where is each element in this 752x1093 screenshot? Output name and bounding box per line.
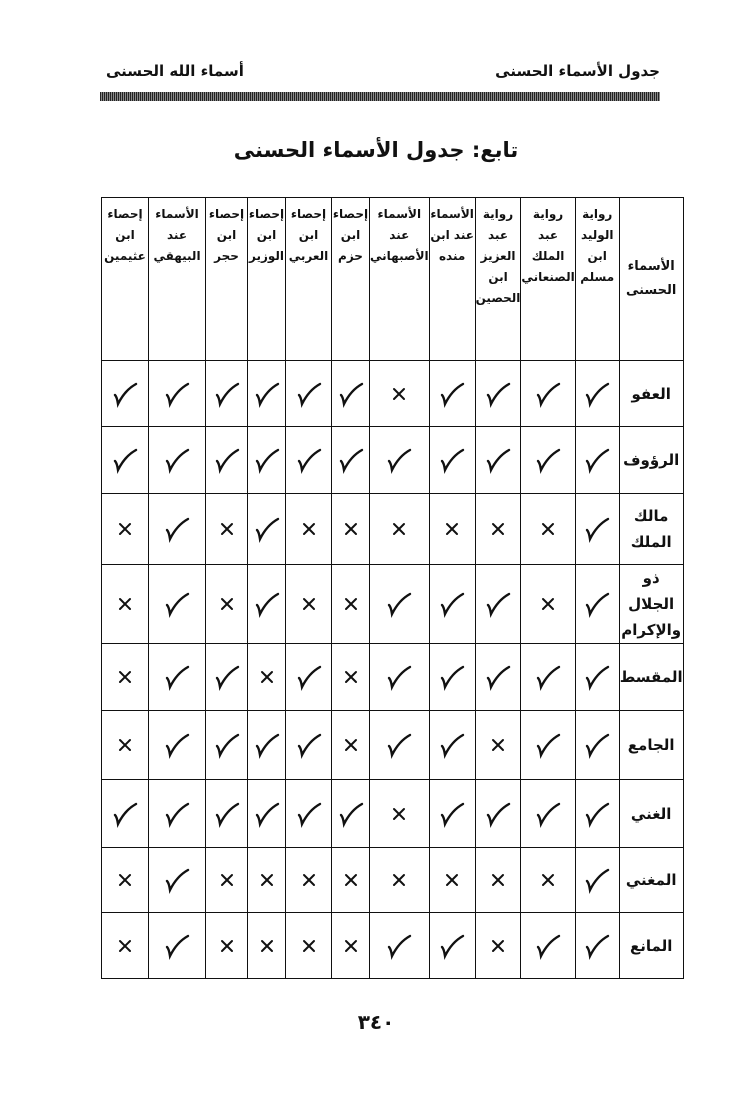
column-header: رواية عبد العزيز ابن الحصين bbox=[475, 198, 521, 361]
check-mark-icon bbox=[295, 446, 323, 474]
check-mark-icon bbox=[583, 663, 611, 691]
check-mark-icon bbox=[385, 663, 413, 691]
check-mark-icon bbox=[534, 663, 562, 691]
names-table bbox=[101, 197, 684, 979]
check-cell bbox=[429, 361, 475, 427]
cross-mark-icon bbox=[111, 515, 139, 543]
cross-cell bbox=[286, 565, 332, 644]
check-mark-icon bbox=[163, 800, 191, 828]
check-cell bbox=[521, 361, 575, 427]
check-cell bbox=[370, 565, 430, 644]
cross-cell bbox=[248, 913, 286, 979]
check-cell bbox=[149, 361, 206, 427]
check-mark-icon bbox=[111, 800, 139, 828]
page-title: تابع: جدول الأسماء الحسنى bbox=[233, 138, 519, 162]
table-header-row bbox=[102, 198, 684, 361]
check-cell bbox=[248, 780, 286, 848]
check-mark-icon bbox=[163, 932, 191, 960]
row-name: الرؤوف bbox=[619, 427, 683, 494]
check-mark-icon bbox=[253, 590, 281, 618]
check-mark-icon bbox=[253, 446, 281, 474]
check-mark-icon bbox=[163, 590, 191, 618]
cross-mark-icon bbox=[534, 866, 562, 894]
cross-cell bbox=[429, 494, 475, 565]
cross-mark-icon bbox=[337, 731, 365, 759]
cross-mark-icon bbox=[111, 866, 139, 894]
names-column-header: الأسماء الحسنى bbox=[619, 198, 683, 361]
row-name: ذو الجلال والإكرام bbox=[619, 565, 683, 644]
check-cell bbox=[429, 913, 475, 979]
cross-mark-icon bbox=[253, 932, 281, 960]
cross-cell bbox=[206, 848, 248, 913]
cross-mark-icon bbox=[213, 515, 241, 543]
check-mark-icon bbox=[534, 446, 562, 474]
check-cell bbox=[429, 711, 475, 780]
row-name: المقسط bbox=[619, 644, 683, 711]
cross-cell bbox=[286, 848, 332, 913]
cross-mark-icon bbox=[438, 515, 466, 543]
check-cell bbox=[248, 711, 286, 780]
check-mark-icon bbox=[213, 800, 241, 828]
check-mark-icon bbox=[163, 446, 191, 474]
column-header: رواية الوليد ابن مسلم bbox=[575, 198, 619, 361]
table-row bbox=[102, 848, 684, 913]
check-cell bbox=[248, 565, 286, 644]
check-cell bbox=[286, 711, 332, 780]
check-mark-icon bbox=[583, 866, 611, 894]
cross-mark-icon bbox=[253, 866, 281, 894]
cross-cell bbox=[521, 848, 575, 913]
check-cell bbox=[575, 427, 619, 494]
table-row bbox=[102, 494, 684, 565]
check-mark-icon bbox=[534, 731, 562, 759]
check-mark-icon bbox=[253, 380, 281, 408]
cross-mark-icon bbox=[484, 515, 512, 543]
cross-cell bbox=[429, 848, 475, 913]
row-name: العفو bbox=[619, 361, 683, 427]
check-mark-icon bbox=[253, 731, 281, 759]
check-cell bbox=[286, 644, 332, 711]
cross-cell bbox=[102, 711, 149, 780]
table-row bbox=[102, 427, 684, 494]
check-mark-icon bbox=[484, 800, 512, 828]
check-cell bbox=[521, 427, 575, 494]
check-cell bbox=[429, 427, 475, 494]
cross-mark-icon bbox=[534, 515, 562, 543]
cross-cell bbox=[475, 848, 521, 913]
check-mark-icon bbox=[583, 380, 611, 408]
row-name: الغني bbox=[619, 780, 683, 848]
check-cell bbox=[575, 565, 619, 644]
cross-mark-icon bbox=[295, 515, 323, 543]
check-mark-icon bbox=[484, 663, 512, 691]
column-header: الأسماء عند البيهقي bbox=[149, 198, 206, 361]
check-mark-icon bbox=[111, 446, 139, 474]
row-name: المغني bbox=[619, 848, 683, 913]
check-cell bbox=[475, 565, 521, 644]
cross-mark-icon bbox=[337, 515, 365, 543]
cross-cell bbox=[475, 711, 521, 780]
check-cell bbox=[475, 427, 521, 494]
cross-mark-icon bbox=[213, 590, 241, 618]
cross-cell bbox=[206, 494, 248, 565]
cross-mark-icon bbox=[337, 590, 365, 618]
check-mark-icon bbox=[583, 800, 611, 828]
table-row bbox=[102, 711, 684, 780]
cross-cell bbox=[286, 913, 332, 979]
table-row bbox=[102, 780, 684, 848]
cross-cell bbox=[102, 644, 149, 711]
check-cell bbox=[575, 361, 619, 427]
check-cell bbox=[370, 427, 430, 494]
check-mark-icon bbox=[385, 932, 413, 960]
cross-cell bbox=[332, 494, 370, 565]
cross-cell bbox=[475, 494, 521, 565]
check-cell bbox=[102, 427, 149, 494]
check-cell bbox=[370, 644, 430, 711]
check-cell bbox=[286, 780, 332, 848]
cross-mark-icon bbox=[295, 866, 323, 894]
check-mark-icon bbox=[213, 663, 241, 691]
check-mark-icon bbox=[438, 380, 466, 408]
cross-mark-icon bbox=[484, 866, 512, 894]
check-mark-icon bbox=[295, 663, 323, 691]
check-mark-icon bbox=[163, 380, 191, 408]
check-mark-icon bbox=[583, 731, 611, 759]
check-cell bbox=[475, 780, 521, 848]
check-cell bbox=[332, 780, 370, 848]
check-mark-icon bbox=[583, 515, 611, 543]
check-mark-icon bbox=[484, 446, 512, 474]
check-mark-icon bbox=[385, 590, 413, 618]
column-header: الأسماء عند الأصبهاني bbox=[370, 198, 430, 361]
cross-mark-icon bbox=[484, 932, 512, 960]
check-cell bbox=[149, 427, 206, 494]
cross-mark-icon bbox=[534, 590, 562, 618]
check-mark-icon bbox=[534, 932, 562, 960]
cross-mark-icon bbox=[438, 866, 466, 894]
column-header: إحصاء ابن الوزير bbox=[248, 198, 286, 361]
cross-cell bbox=[370, 361, 430, 427]
cross-cell bbox=[248, 848, 286, 913]
check-mark-icon bbox=[484, 380, 512, 408]
check-cell bbox=[475, 361, 521, 427]
check-mark-icon bbox=[295, 800, 323, 828]
check-cell bbox=[149, 780, 206, 848]
cross-mark-icon bbox=[385, 380, 413, 408]
check-cell bbox=[149, 644, 206, 711]
cross-cell bbox=[102, 494, 149, 565]
cross-cell bbox=[332, 848, 370, 913]
cross-mark-icon bbox=[337, 932, 365, 960]
cross-mark-icon bbox=[253, 663, 281, 691]
table-row bbox=[102, 565, 684, 644]
cross-mark-icon bbox=[111, 932, 139, 960]
cross-mark-icon bbox=[111, 590, 139, 618]
cross-mark-icon bbox=[337, 663, 365, 691]
check-cell bbox=[149, 494, 206, 565]
check-cell bbox=[149, 848, 206, 913]
check-mark-icon bbox=[385, 446, 413, 474]
check-cell bbox=[429, 565, 475, 644]
row-name: مالك الملك bbox=[619, 494, 683, 565]
check-mark-icon bbox=[295, 380, 323, 408]
cross-cell bbox=[370, 848, 430, 913]
cross-cell bbox=[248, 644, 286, 711]
check-cell bbox=[206, 711, 248, 780]
check-cell bbox=[102, 780, 149, 848]
check-cell bbox=[521, 711, 575, 780]
cross-mark-icon bbox=[484, 731, 512, 759]
check-mark-icon bbox=[253, 515, 281, 543]
check-cell bbox=[332, 427, 370, 494]
column-header: رواية عبد الملك الصنعاني bbox=[521, 198, 575, 361]
row-name: المانع bbox=[619, 913, 683, 979]
check-cell bbox=[149, 913, 206, 979]
check-cell bbox=[206, 427, 248, 494]
check-cell bbox=[248, 427, 286, 494]
check-cell bbox=[332, 361, 370, 427]
table-row bbox=[102, 913, 684, 979]
table-row bbox=[102, 644, 684, 711]
check-cell bbox=[575, 644, 619, 711]
cross-cell bbox=[370, 494, 430, 565]
cross-cell bbox=[370, 780, 430, 848]
header-book-title: أسماء الله الحسنى bbox=[106, 62, 244, 80]
check-mark-icon bbox=[484, 590, 512, 618]
check-mark-icon bbox=[163, 515, 191, 543]
cross-mark-icon bbox=[213, 932, 241, 960]
header-section-title: جدول الأسماء الحسنى bbox=[495, 62, 660, 80]
column-header: إحصاء ابن حجر bbox=[206, 198, 248, 361]
cross-mark-icon bbox=[337, 866, 365, 894]
check-mark-icon bbox=[253, 800, 281, 828]
check-mark-icon bbox=[337, 446, 365, 474]
check-cell bbox=[575, 711, 619, 780]
cross-cell bbox=[102, 913, 149, 979]
cross-mark-icon bbox=[213, 866, 241, 894]
cross-cell bbox=[332, 644, 370, 711]
running-header bbox=[100, 62, 660, 84]
check-mark-icon bbox=[438, 663, 466, 691]
row-name: الجامع bbox=[619, 711, 683, 780]
check-mark-icon bbox=[438, 446, 466, 474]
column-header: إحصاء ابن عثيمين bbox=[102, 198, 149, 361]
cross-cell bbox=[332, 913, 370, 979]
column-header: إحصاء ابن حزم bbox=[332, 198, 370, 361]
cross-cell bbox=[521, 565, 575, 644]
cross-cell bbox=[102, 565, 149, 644]
check-mark-icon bbox=[163, 731, 191, 759]
check-cell bbox=[575, 780, 619, 848]
check-cell bbox=[149, 711, 206, 780]
check-mark-icon bbox=[534, 800, 562, 828]
cross-mark-icon bbox=[111, 663, 139, 691]
cross-cell bbox=[475, 913, 521, 979]
cross-cell bbox=[521, 494, 575, 565]
check-mark-icon bbox=[438, 590, 466, 618]
cross-mark-icon bbox=[295, 932, 323, 960]
column-header: إحصاء ابن العربي bbox=[286, 198, 332, 361]
cross-cell bbox=[102, 848, 149, 913]
check-mark-icon bbox=[534, 380, 562, 408]
cross-mark-icon bbox=[385, 866, 413, 894]
cross-mark-icon bbox=[111, 731, 139, 759]
check-mark-icon bbox=[213, 380, 241, 408]
check-cell bbox=[429, 644, 475, 711]
check-cell bbox=[429, 780, 475, 848]
cross-mark-icon bbox=[385, 515, 413, 543]
header-rule bbox=[100, 92, 660, 101]
check-mark-icon bbox=[111, 380, 139, 408]
check-cell bbox=[206, 361, 248, 427]
check-cell bbox=[521, 644, 575, 711]
check-cell bbox=[370, 711, 430, 780]
cross-cell bbox=[286, 494, 332, 565]
check-mark-icon bbox=[583, 446, 611, 474]
check-cell bbox=[206, 644, 248, 711]
check-mark-icon bbox=[337, 380, 365, 408]
cross-mark-icon bbox=[295, 590, 323, 618]
check-mark-icon bbox=[213, 446, 241, 474]
check-mark-icon bbox=[337, 800, 365, 828]
check-mark-icon bbox=[438, 731, 466, 759]
check-cell bbox=[286, 361, 332, 427]
check-cell bbox=[248, 361, 286, 427]
table-row bbox=[102, 361, 684, 427]
check-cell bbox=[149, 565, 206, 644]
check-mark-icon bbox=[295, 731, 323, 759]
cross-cell bbox=[206, 565, 248, 644]
check-mark-icon bbox=[438, 800, 466, 828]
cross-mark-icon bbox=[385, 800, 413, 828]
check-cell bbox=[206, 780, 248, 848]
column-header: الأسماء عند ابن منده bbox=[429, 198, 475, 361]
check-cell bbox=[521, 780, 575, 848]
check-mark-icon bbox=[583, 932, 611, 960]
check-cell bbox=[521, 913, 575, 979]
check-cell bbox=[370, 913, 430, 979]
check-cell bbox=[475, 644, 521, 711]
check-cell bbox=[575, 848, 619, 913]
check-cell bbox=[575, 913, 619, 979]
check-mark-icon bbox=[163, 663, 191, 691]
check-mark-icon bbox=[163, 866, 191, 894]
check-cell bbox=[248, 494, 286, 565]
check-cell bbox=[575, 494, 619, 565]
check-mark-icon bbox=[385, 731, 413, 759]
check-mark-icon bbox=[583, 590, 611, 618]
cross-cell bbox=[332, 565, 370, 644]
check-mark-icon bbox=[213, 731, 241, 759]
cross-cell bbox=[332, 711, 370, 780]
page-number: ٣٤٠ bbox=[357, 1010, 395, 1034]
check-mark-icon bbox=[438, 932, 466, 960]
check-cell bbox=[286, 427, 332, 494]
check-cell bbox=[102, 361, 149, 427]
cross-cell bbox=[206, 913, 248, 979]
